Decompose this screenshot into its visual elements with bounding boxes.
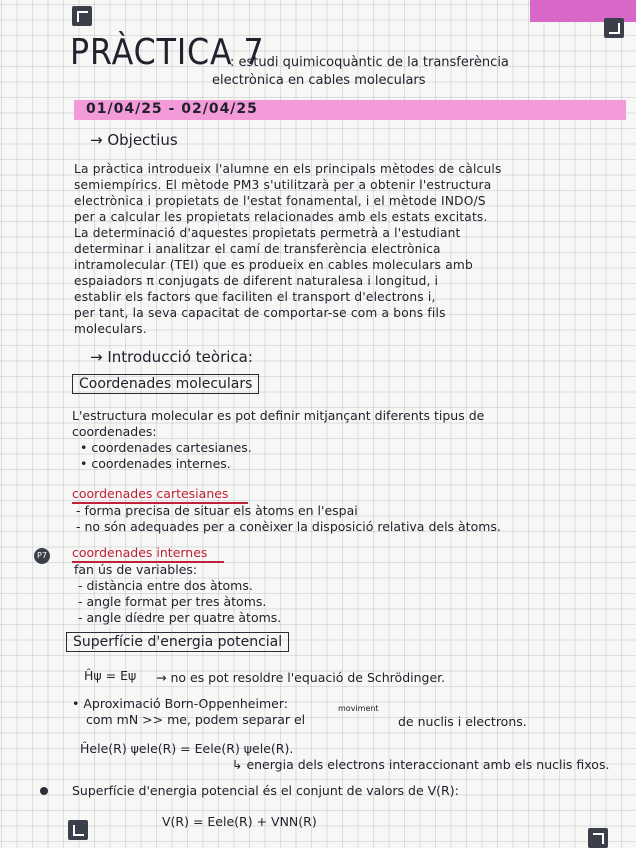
- paragraph-line: La determinació d'aquestes propietats permetrà a l'estudiant: [74, 226, 461, 240]
- born-oppenheimer-line: com mN >> me, podem separar el: [86, 712, 306, 727]
- internes-line-4: - angle díedre per quatre àtoms.: [78, 610, 282, 625]
- cartesianes-line-1: - forma precisa de situar els àtoms en l'espai: [76, 503, 358, 518]
- paragraph-line: per tant, la seva capacitat de comportar-se com a bons fils: [74, 306, 446, 320]
- paragraph-line: electrònica i propietats de l'estat fonamental, i el mètode INDO/S: [74, 194, 486, 208]
- paragraph-line: determinar i analitzar el camí de transferència electrònica: [74, 242, 441, 256]
- born-oppenheimer-title: • Aproximació Born-Oppenheimer:: [72, 696, 288, 711]
- paragraph-line: intramolecular (TEI) que es produeix en cables moleculars amb: [74, 258, 473, 272]
- schrodinger-equation: Ĥψ = Eψ: [84, 668, 137, 683]
- subtitle-line-2: electrònica en cables moleculars: [212, 73, 426, 88]
- page-title: PRÀCTICA 7: [70, 32, 265, 73]
- corner-marker-icon: [68, 820, 88, 840]
- electronic-note: ↳ energia dels electrons interaccionant amb els nuclis fixos.: [232, 757, 610, 772]
- internes-line-3: - angle format per tres àtoms.: [78, 594, 267, 609]
- page-label-icon: P7: [34, 548, 50, 564]
- pes-definition: Superfície d'energia potencial és el conjunt de valors de V(R):: [72, 783, 459, 798]
- electronic-equation: Ĥele(R) ψele(R) = Eele(R) ψele(R).: [80, 741, 294, 756]
- corner-marker-icon: [588, 828, 608, 848]
- internes-line-2: - distància entre dos àtoms.: [78, 578, 253, 593]
- born-oppenheimer-line-end: de nuclis i electrons.: [398, 714, 527, 729]
- coordenades-intro-line-1: L'estructura molecular es pot definir mitjançant diferents tipus de: [72, 408, 485, 423]
- coordenades-item-2: • coordenades internes.: [80, 456, 231, 471]
- paragraph-line: La pràctica introdueix l'alumne en els principals mètodes de càlculs: [74, 162, 502, 176]
- corner-marker-icon: [72, 6, 92, 26]
- section-heading-intro: → Introducció teòrica:: [90, 348, 253, 366]
- superficie-box: Superfície d'energia potencial: [66, 632, 289, 652]
- paragraph-line: semiempírics. El mètode PM3 s'utilitzarà per a obtenir l'estructura: [74, 178, 492, 192]
- subtitle-line-1: : estudi quimicoquàntic de la transferència: [230, 55, 509, 70]
- section-heading-objectius: → Objectius: [90, 131, 178, 149]
- coordenades-intro-line-2: coordenades:: [72, 424, 157, 439]
- corner-marker-icon: [604, 18, 624, 38]
- cartesianes-line-2: - no són adequades per a conèixer la disposició relativa dels àtoms.: [76, 519, 501, 534]
- cartesianes-heading: coordenades cartesianes: [72, 486, 229, 501]
- bullet-dot-icon: [40, 787, 48, 795]
- paragraph-line: per a calcular les propietats relacionades amb els estats excitats.: [74, 210, 488, 224]
- pes-equation: V(R) = Eele(R) + VNN(R): [162, 814, 317, 829]
- internes-heading: coordenades internes: [72, 545, 208, 560]
- dates: 01/04/25 - 02/04/25: [86, 101, 258, 117]
- paragraph-line: espaiadors π conjugats de diferent naturalesa i longitud, i: [74, 274, 439, 288]
- born-insert: moviment: [338, 704, 379, 713]
- coordenades-item-1: • coordenades cartesianes.: [80, 440, 252, 455]
- paragraph-line: establir els factors que faciliten el transport d'electrons i,: [74, 290, 436, 304]
- internes-line-1: fan ús de variables:: [74, 562, 198, 577]
- schrodinger-note: → no es pot resoldre l'equació de Schrödinger.: [156, 670, 446, 685]
- coordenades-box: Coordenades moleculars: [72, 374, 259, 394]
- paragraph-line: moleculars.: [74, 322, 147, 336]
